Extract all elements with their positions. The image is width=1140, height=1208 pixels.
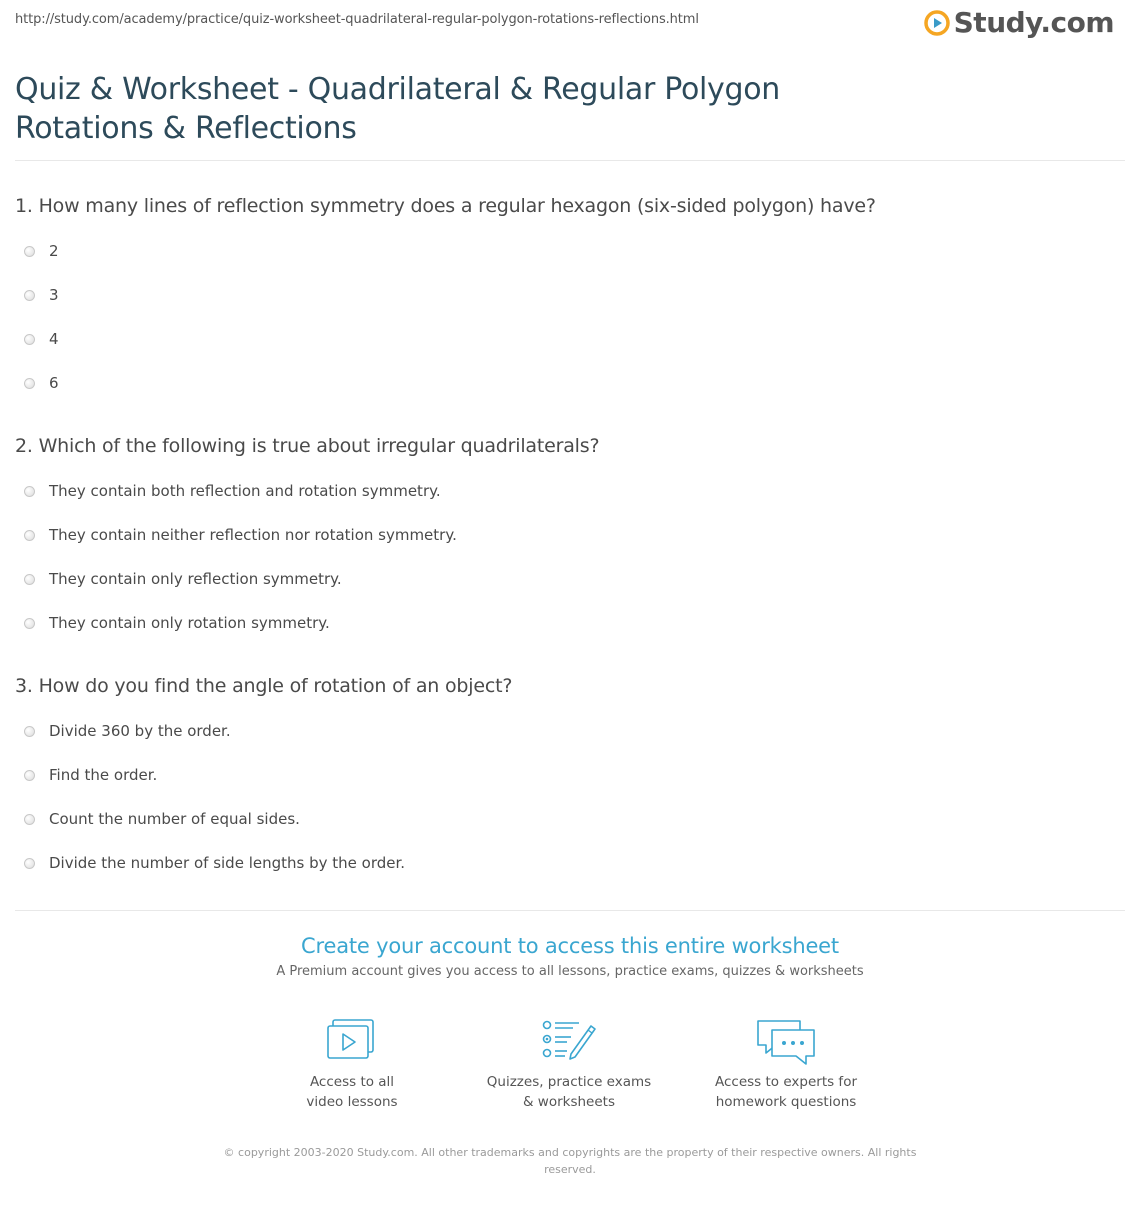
feature-label-line2: homework questions (715, 1094, 857, 1110)
answer-option[interactable] (15, 601, 1125, 645)
create-account-link[interactable]: Create your account to access this entire worksheet (301, 934, 839, 958)
radio-button[interactable] (24, 814, 35, 825)
answer-option[interactable] (15, 709, 1125, 753)
feature-label-line1: Access to all (309, 1074, 395, 1090)
feature-video-lessons (252, 1018, 452, 1112)
answer-option[interactable] (15, 469, 1125, 513)
option-label: Count the number of equal sides. (49, 810, 300, 828)
question-text: 2. Which of the following is true about irregular quadrilaterals? (15, 435, 600, 457)
play-circle-icon (924, 10, 950, 36)
answer-option[interactable] (15, 317, 1125, 361)
feature-label-line2: video lessons (306, 1094, 398, 1110)
page-title: Quiz & Worksheet - Quadrilateral & Regular Polygon Rotations & Reflections (15, 72, 781, 146)
answer-option[interactable] (15, 273, 1125, 317)
radio-button[interactable] (24, 618, 35, 629)
radio-button[interactable] (24, 530, 35, 541)
title-divider (15, 160, 1125, 161)
cta-subtitle: A Premium account gives you access to all lessons, practice exams, quizzes & worksheets (276, 964, 864, 979)
question-text: 3. How do you find the angle of rotation of an object? (15, 675, 513, 697)
radio-button[interactable] (24, 486, 35, 497)
video-lessons-icon (326, 1018, 378, 1062)
question-2 (15, 434, 1125, 645)
radio-button[interactable] (24, 378, 35, 389)
logo-text: Study.com (953, 6, 1114, 39)
option-label: 6 (49, 374, 59, 392)
feature-label-line1: Access to experts for (714, 1074, 857, 1090)
answer-option[interactable] (15, 753, 1125, 797)
radio-button[interactable] (24, 246, 35, 257)
option-label: 4 (49, 330, 59, 348)
feature-experts (686, 1018, 886, 1112)
radio-button[interactable] (24, 334, 35, 345)
option-label: Divide the number of side lengths by the order. (49, 854, 406, 872)
answer-option[interactable] (15, 797, 1125, 841)
quiz-checklist-icon (541, 1018, 597, 1062)
page-url: http://study.com/academy/practice/quiz-worksheet-quadrilateral-regular-polygon-rotations-reflections.html (15, 12, 699, 27)
answer-option[interactable] (15, 361, 1125, 405)
question-3 (15, 674, 1125, 885)
copyright-text: © copyright 2003-2020 Study.com. All other trademarks and copyrights are the property of their respective owners. All rights reserved. (223, 1146, 917, 1176)
feature-label-line2: & worksheets (522, 1094, 615, 1110)
option-label: 3 (49, 286, 59, 304)
option-label: They contain both reflection and rotation symmetry. (49, 482, 441, 500)
study-logo[interactable] (924, 6, 1114, 39)
feature-label-line1: Quizzes, practice exams (486, 1074, 652, 1090)
answer-option[interactable] (15, 841, 1125, 885)
answer-option[interactable] (15, 229, 1125, 273)
answer-option[interactable] (15, 513, 1125, 557)
option-label: They contain neither reflection nor rotation symmetry. (49, 526, 457, 544)
option-label: 2 (49, 242, 59, 260)
question-text: 1. How many lines of reflection symmetry does a regular hexagon (six-sided polygon) have? (15, 195, 876, 217)
radio-button[interactable] (24, 858, 35, 869)
radio-button[interactable] (24, 574, 35, 585)
option-label: Find the order. (49, 766, 158, 784)
cta-divider (15, 910, 1125, 911)
radio-button[interactable] (24, 770, 35, 781)
option-label: Divide 360 by the order. (49, 722, 231, 740)
chat-bubbles-icon (754, 1018, 818, 1066)
option-label: They contain only rotation symmetry. (49, 614, 330, 632)
radio-button[interactable] (24, 726, 35, 737)
option-label: They contain only reflection symmetry. (49, 570, 342, 588)
question-1 (15, 194, 1125, 405)
radio-button[interactable] (24, 290, 35, 301)
feature-quizzes (469, 1018, 669, 1112)
answer-option[interactable] (15, 557, 1125, 601)
